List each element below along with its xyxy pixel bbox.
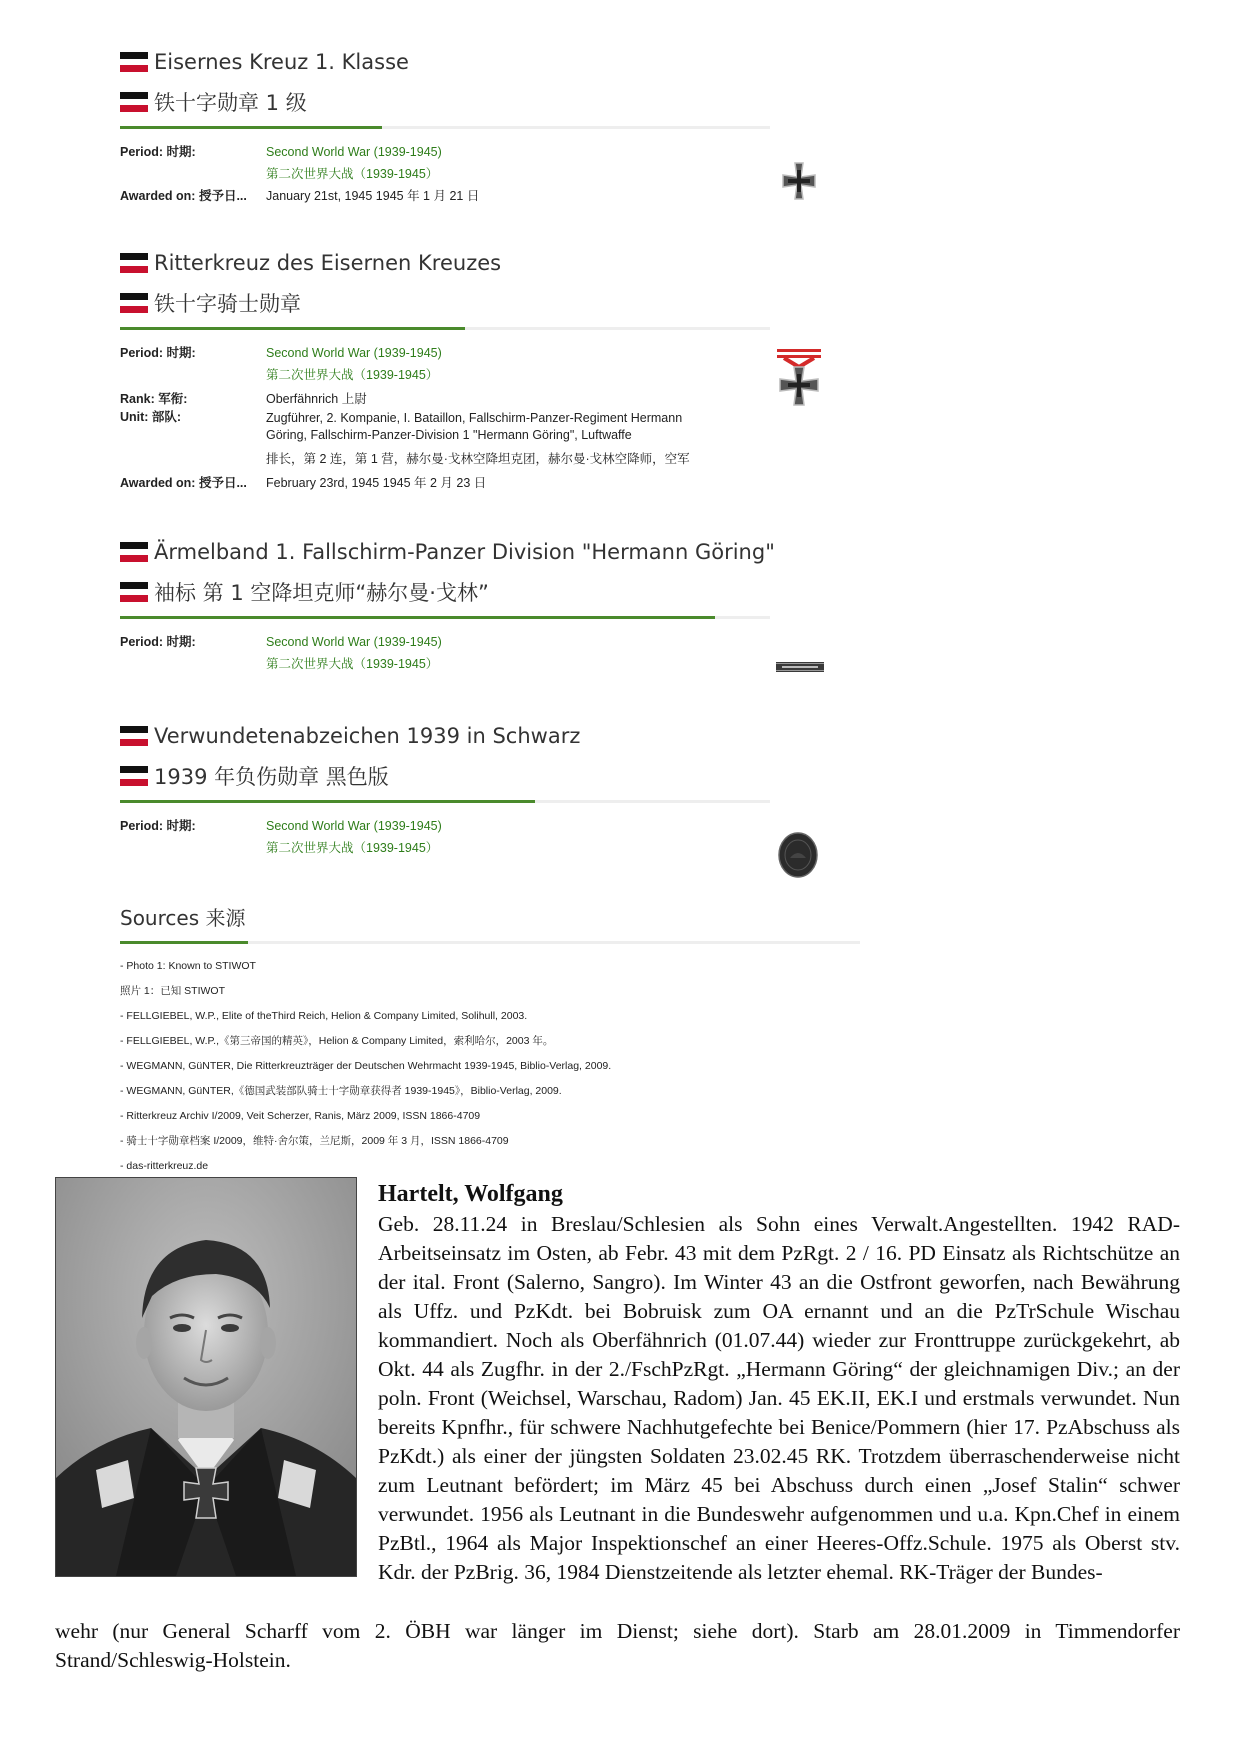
biography <box>378 1178 1180 1587</box>
field-label: Period: 时期: <box>120 346 196 360</box>
cuff-title-icon <box>776 662 824 672</box>
field-row <box>120 390 860 408</box>
field-row <box>120 163 860 185</box>
field-row <box>120 448 860 470</box>
sources-section <box>120 902 860 1179</box>
field-value: Second World War (1939-1945) <box>266 145 442 159</box>
source-item: - WEGMANN, GüNTER,《德国武装部队骑士十字勋章获得者 1939-1945》，Biblio-Verlag, 2009. <box>120 1085 562 1097</box>
field-label <box>120 837 266 859</box>
field-row <box>120 631 860 653</box>
field-value: February 23rd, 1945 1945 年 2 月 23 日 <box>266 476 487 490</box>
source-item: - Photo 1: Known to STIWOT <box>120 960 256 972</box>
knights-cross-icon <box>774 347 824 409</box>
award-fields <box>120 342 860 494</box>
field-label <box>120 448 266 470</box>
source-item: - FELLGIEBEL, W.P., Elite of theThird Reich, Helion & Company Limited, Solihull, 2003. <box>120 1010 528 1022</box>
field-row <box>120 472 860 494</box>
field-row <box>120 408 860 448</box>
german-flag-icon <box>120 542 148 562</box>
section-divider <box>120 327 770 330</box>
award-title-de-text: Ritterkreuz des Eisernen Kreuzes <box>154 251 502 275</box>
sources-title: Sources 来源 <box>120 906 246 930</box>
bio-name: Hartelt, Wolfgang <box>378 1181 563 1207</box>
field-value: Oberfähnrich 上尉 <box>266 392 367 406</box>
field-label: Period: 时期: <box>120 635 196 649</box>
german-flag-icon <box>120 92 148 112</box>
field-row <box>120 653 860 675</box>
award-title-de <box>120 716 860 756</box>
award-title-zh-text: 1939 年负伤勋章 黑色版 <box>154 765 389 789</box>
award-title-zh <box>120 572 860 612</box>
section-divider <box>120 941 860 944</box>
field-value: January 21st, 1945 1945 年 1 月 21 日 <box>266 189 480 203</box>
field-value: 第二次世界大战（1939-1945） <box>266 368 439 382</box>
source-item: - WEGMANN, GüNTER, Die Ritterkreuzträger der Deutschen Wehrmacht 1939-1945, Biblio-Verlag, 2009. <box>120 1060 612 1072</box>
award-title-zh-text: 铁十字勋章 1 级 <box>154 91 307 115</box>
award-title-de <box>120 42 860 82</box>
iron-cross-icon <box>778 160 820 202</box>
field-value: 第二次世界大战（1939-1945） <box>266 657 439 671</box>
award-title-de-text: Verwundetenabzeichen 1939 in Schwarz <box>154 724 581 748</box>
field-label <box>120 364 266 386</box>
award-title-zh-text: 铁十字骑士勋章 <box>154 292 301 316</box>
sources-list <box>120 954 860 1179</box>
section-divider <box>120 616 770 619</box>
award-title-de-text: Ärmelband 1. Fallschirm-Panzer Division "Hermann Göring" <box>154 540 775 564</box>
award-title-de <box>120 243 860 283</box>
field-value: Second World War (1939-1945) <box>266 635 442 649</box>
field-value: 第二次世界大战（1939-1945） <box>266 841 439 855</box>
award-title-zh <box>120 283 860 323</box>
award-fields <box>120 141 860 207</box>
field-label: Period: 时期: <box>120 145 196 159</box>
portrait-photo <box>55 1177 357 1577</box>
field-label: Unit: 部队: <box>120 410 182 424</box>
field-label: Rank: 军衔: <box>120 392 188 406</box>
award-section <box>120 532 860 675</box>
wound-badge-icon <box>776 830 820 880</box>
award-title-de-text: Eisernes Kreuz 1. Klasse <box>154 50 409 74</box>
field-row <box>120 815 860 837</box>
german-flag-icon <box>120 766 148 786</box>
field-label <box>120 163 266 185</box>
source-item: - das-ritterkreuz.de <box>120 1160 209 1172</box>
field-row <box>120 364 860 386</box>
award-section <box>120 716 860 859</box>
award-section <box>120 243 860 494</box>
award-title-zh <box>120 82 860 122</box>
field-label: Period: 时期: <box>120 819 196 833</box>
field-label: Awarded on: 授予日... <box>120 476 247 490</box>
award-title-de <box>120 532 860 572</box>
field-value: 排长，第 2 连，第 1 营，赫尔曼·戈林空降坦克团，赫尔曼·戈林空降师，空军 <box>266 452 690 466</box>
award-title-zh-text: 袖标 第 1 空降坦克师“赫尔曼·戈林” <box>154 581 489 605</box>
field-row <box>120 185 860 207</box>
award-title-zh <box>120 756 860 796</box>
field-row <box>120 342 860 364</box>
section-divider <box>120 800 770 803</box>
german-flag-icon <box>120 726 148 746</box>
source-item: - 骑士十字勋章档案 I/2009，维特·舍尔策，兰尼斯，2009 年 3 月，ISSN 1866-4709 <box>120 1135 509 1147</box>
award-fields <box>120 815 860 859</box>
source-item: 照片 1：已知 STIWOT <box>120 985 225 997</box>
german-flag-icon <box>120 582 148 602</box>
source-item: - FELLGIEBEL, W.P.,《第三帝国的精英》，Helion & Company Limited，索利哈尔，2003 年。 <box>120 1035 554 1047</box>
field-value: Second World War (1939-1945) <box>266 346 442 360</box>
award-section <box>120 42 860 207</box>
field-value: Zugführer, 2. Kompanie, I. Bataillon, Fallschirm-Panzer-Regiment Hermann Göring, Fallschirm-Panzer-Division 1 "Hermann Göring", Luftwaffe <box>266 411 683 442</box>
source-item: - Ritterkreuz Archiv I/2009, Veit Scherzer, Ranis, März 2009, ISSN 1866-4709 <box>120 1110 481 1122</box>
field-row <box>120 141 860 163</box>
bio-text: Geb. 28.11.24 in Breslau/Schlesien als Sohn eines Verwalt.Angestellten. 1942 RAD-Arbeitseinsatz im Osten, ab Febr. 43 mit dem PzRgt. 2 / 16. PD Einsatz als Richtschütze an der ital. Front (Salerno, Sangro). Im Winter 43 an die Ostfront geworfen, nach Bewährung als Uffz. und PzKdt. bei Bobruisk zum OA ernannt und an die PzTrSchule Wischau kommandiert. Noch als Oberfähnrich (01.07.44) wieder zur Fronttruppe zurückgekehrt, ab Okt. 44 als Zugfhr. in der 2./FschPzRgt. „Hermann Göring“ der gleichnamigen Div.; an der poln. Front (Weichsel, Warschau, Radom) Jan. 45 EK.II, EK.I und erstmals verwundet. Nun bereits Kpnfhr., für schwere Nachhutgefechte bei Benice/Pommern (hier 17. PzAbschuss als PzKdt.) als einer der jüngsten Soldaten 23.02.45 RK. Trotzdem überraschenderweise nicht zum Leutnant befördert; im März 45 bei Abschuss durch einen „Josef Stalin“ schwer verwundet. 1956 als Leutnant in die Bundeswehr aufgenommen und u.a. Kpn.Chef in einem PzBtl., 1964 als Major Inspektionschef an einer Heeres-Offz.Schule. 1975 als Oberst stv. Kdr. der PzBrig. 36, 1984 Dienstzeitende als letzter ehemal. RK-Träger der Bundes- <box>378 1212 1180 1584</box>
field-row <box>120 837 860 859</box>
bio-text-continued: wehr (nur General Scharff vom 2. ÖBH war länger im Dienst; siehe dort). Starb am 28.01.2009 in Timmendorfer Strand/Schleswig-Holstein. <box>55 1619 1180 1672</box>
award-fields <box>120 631 860 675</box>
field-label <box>120 653 266 675</box>
german-flag-icon <box>120 253 148 273</box>
field-value: 第二次世界大战（1939-1945） <box>266 167 439 181</box>
field-label: Awarded on: 授予日... <box>120 189 247 203</box>
field-value: Second World War (1939-1945) <box>266 819 442 833</box>
german-flag-icon <box>120 293 148 313</box>
german-flag-icon <box>120 52 148 72</box>
section-divider <box>120 126 770 129</box>
